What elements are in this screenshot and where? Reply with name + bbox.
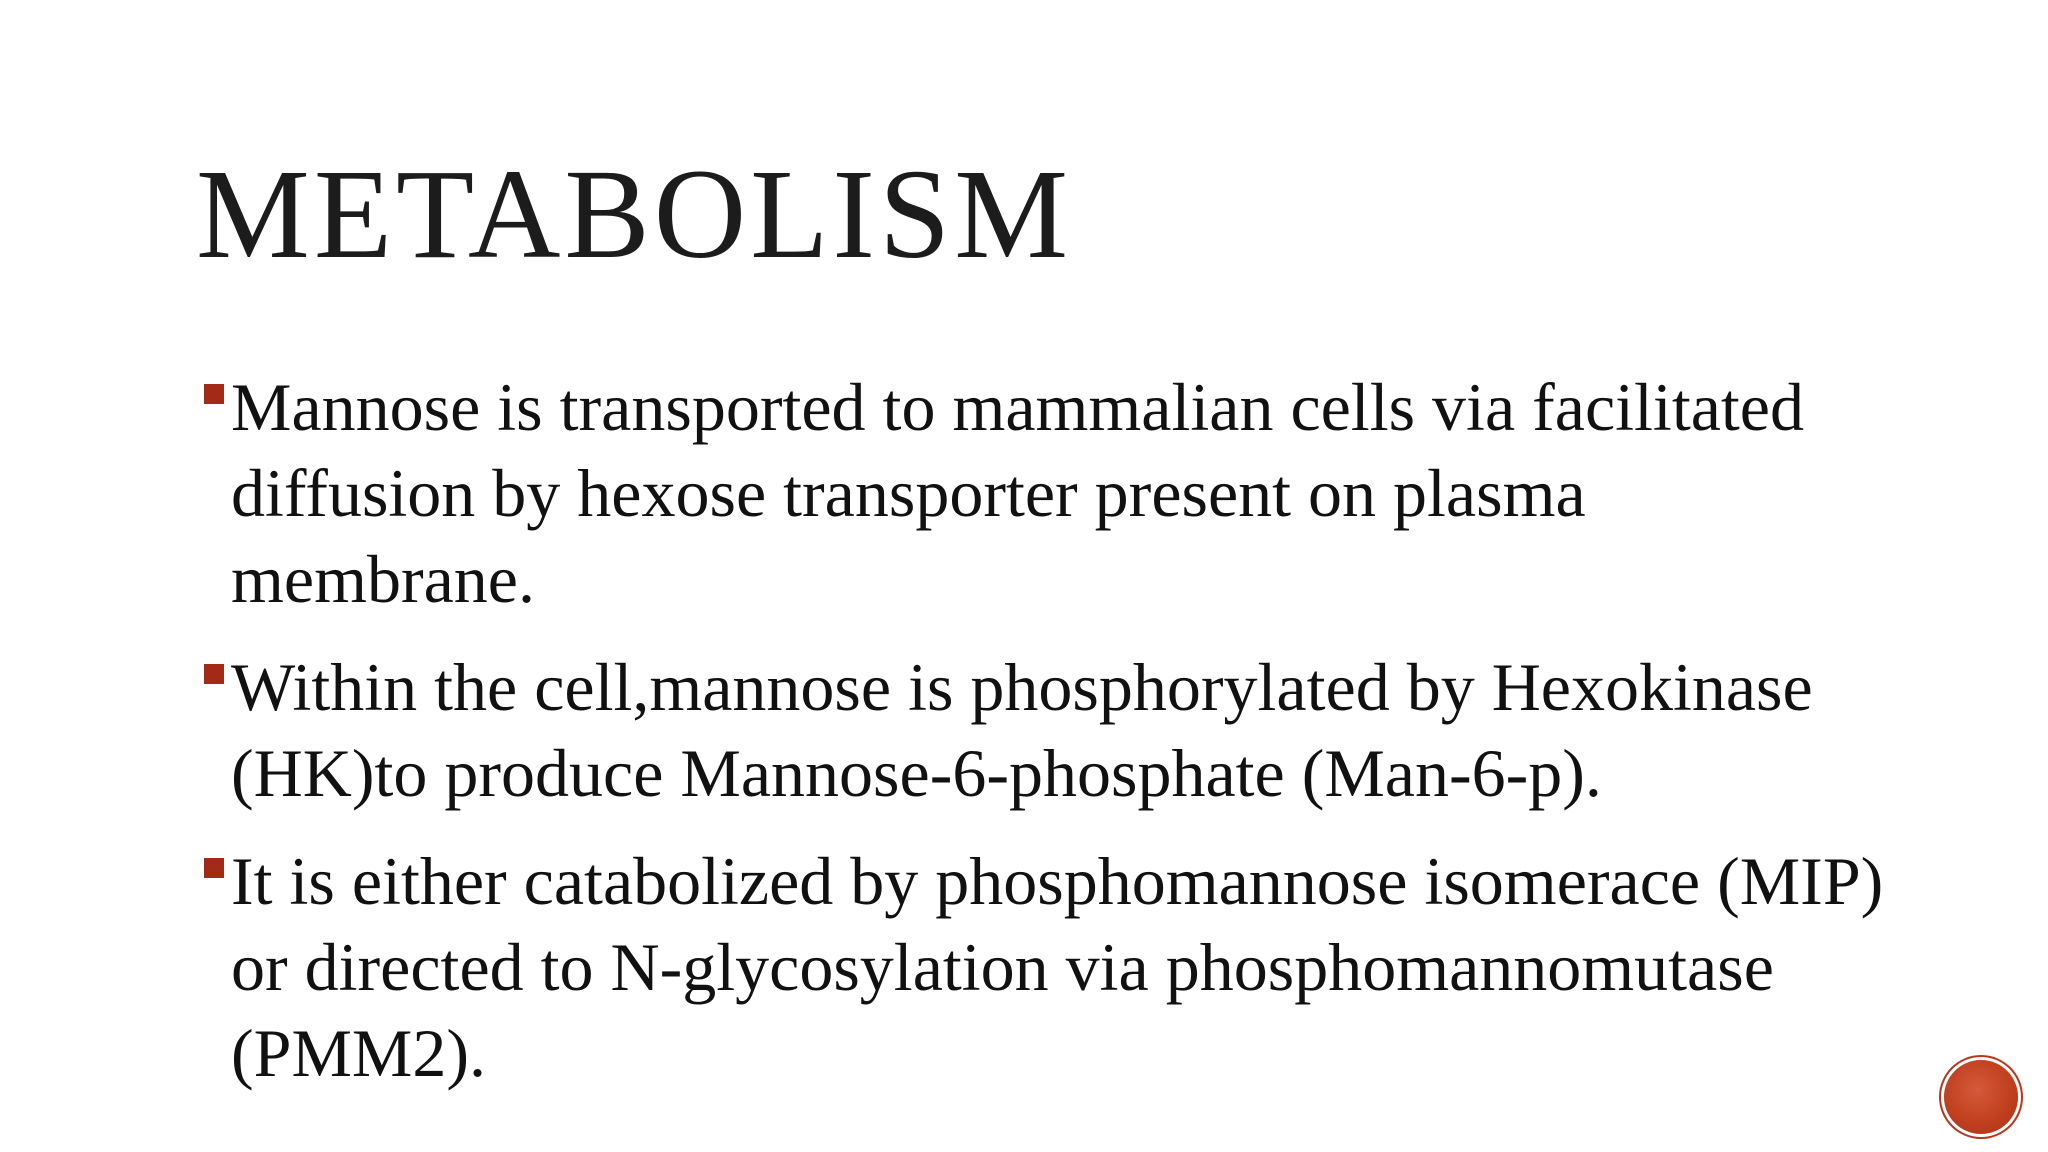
bullet-item — [204, 644, 1904, 816]
bullet-text: Mannose is transported to mammalian cells via facilitated diffusion by hexose transporter present on plasma membrane. — [231, 369, 1804, 617]
bullet-list — [204, 364, 1904, 1118]
square-bullet-icon — [204, 664, 224, 684]
square-bullet-icon — [204, 858, 224, 878]
slide-title: METABOLISM — [196, 143, 1072, 285]
slide-nav-button[interactable] — [1944, 1060, 2018, 1134]
square-bullet-icon — [204, 384, 224, 404]
bullet-item — [204, 364, 1904, 622]
bullet-item — [204, 838, 1904, 1096]
bullet-text: It is either catabolized by phosphomannose isomerace (MIP) or directed to N-glycosylation via phosphomannomutase (PMM2). — [231, 843, 1884, 1091]
bullet-text: Within the cell,mannose is phosphorylated by Hexokinase (HK)to produce Mannose-6-phosphate (Man-6-p). — [231, 649, 1813, 811]
